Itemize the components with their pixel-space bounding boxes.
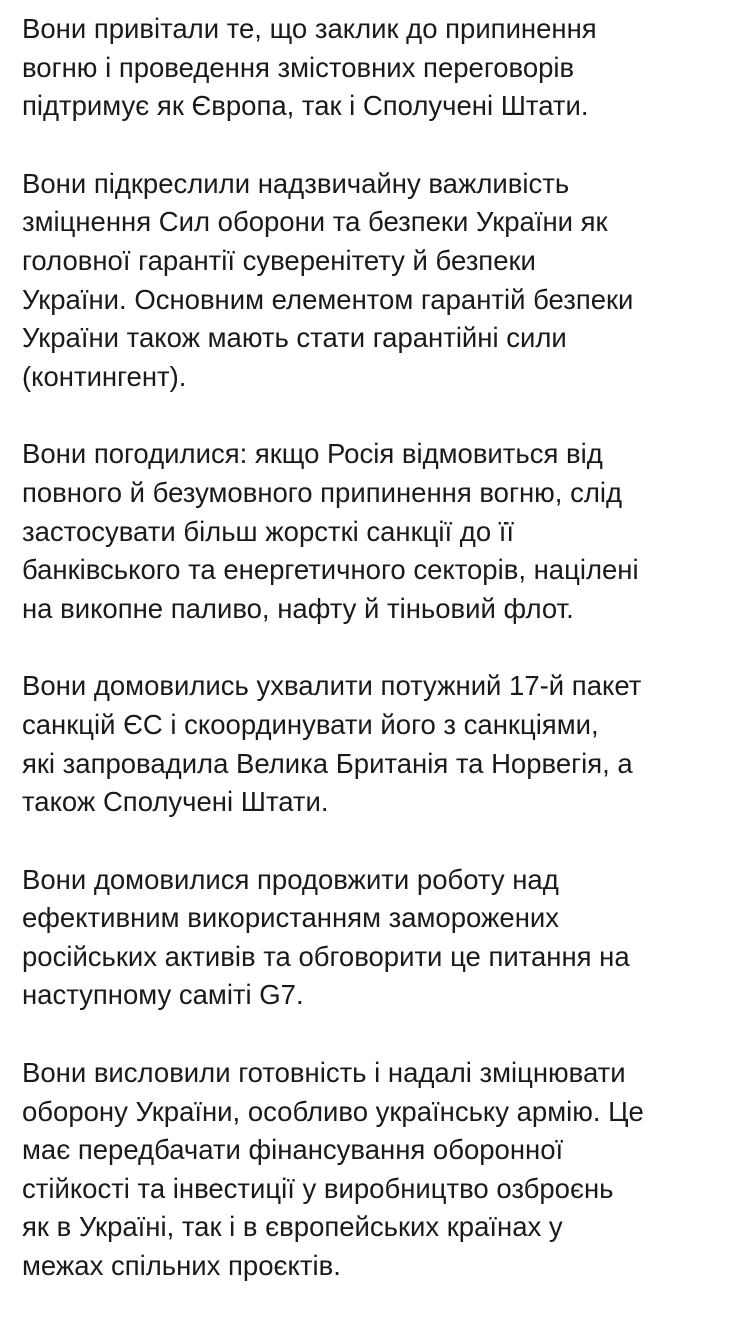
text-line: головної гарантії суверенітету й безпеки	[22, 244, 536, 276]
text-line: банківського та енергетичного секторів, націлені	[22, 554, 639, 586]
post-text	[22, 10, 722, 1325]
text-line: наступному саміті G7.	[22, 979, 304, 1011]
text-line: має передбачати фінансування оборонної	[22, 1134, 564, 1166]
text-line: повного й безумовного припинення вогню, слід	[22, 476, 623, 508]
text-line: стійкості та інвестиції у виробництво озброєнь	[22, 1172, 614, 1204]
text-line: застосувати більш жорсткі санкції до її	[22, 515, 515, 547]
paragraph-sanctions-package	[22, 667, 722, 821]
text-line: зміцнення Сил оборони та безпеки України як	[22, 206, 608, 238]
text-line: санкцій ЄС і скоординувати його з санкціями,	[22, 708, 599, 740]
text-line: оборону України, особливо українську армію. Це	[22, 1095, 644, 1127]
text-line: на викопне паливо, нафту й тіньовий флот.	[22, 592, 574, 624]
paragraph-frozen-assets	[22, 861, 722, 1015]
text-line: російських активів та обговорити це питання на	[22, 940, 630, 972]
text-line: Вони підкреслили надзвичайну важливість	[22, 167, 570, 199]
text-line: України також мають стати гарантійні сили	[22, 322, 567, 354]
text-line: підтримує як Європа, так і Сполучені Штати.	[22, 90, 589, 122]
text-line: Вони висловили готовність і надалі зміцнювати	[22, 1057, 626, 1089]
text-line: Вони привітали те, що заклик до припинення	[22, 13, 597, 44]
text-line: вогню і проведення змістовних переговорів	[22, 51, 575, 83]
text-line: Вони домовились ухвалити потужний 17-й пакет	[22, 670, 642, 702]
text-line: Вони погодилися: якщо Росія відмовиться від	[22, 438, 603, 470]
text-line: як в Україні, так і в європейських країнах у	[22, 1211, 563, 1243]
text-line: межах спільних проєктів.	[22, 1250, 341, 1282]
text-line: які запровадила Велика Британія та Норвегія, а	[22, 747, 633, 779]
paragraph-defense-forces	[22, 165, 722, 397]
paragraph-ceasefire	[22, 10, 722, 126]
text-line: ефективним використанням заморожених	[22, 902, 559, 934]
paragraph-sanctions-condition	[22, 435, 722, 628]
text-line: також Сполучені Штати.	[22, 786, 329, 818]
text-line: (контингент).	[22, 360, 187, 392]
text-line: України. Основним елементом гарантій безпеки	[22, 283, 634, 315]
paragraph-defense-support	[22, 1054, 722, 1286]
text-line: Вони домовилися продовжити роботу над	[22, 863, 559, 895]
